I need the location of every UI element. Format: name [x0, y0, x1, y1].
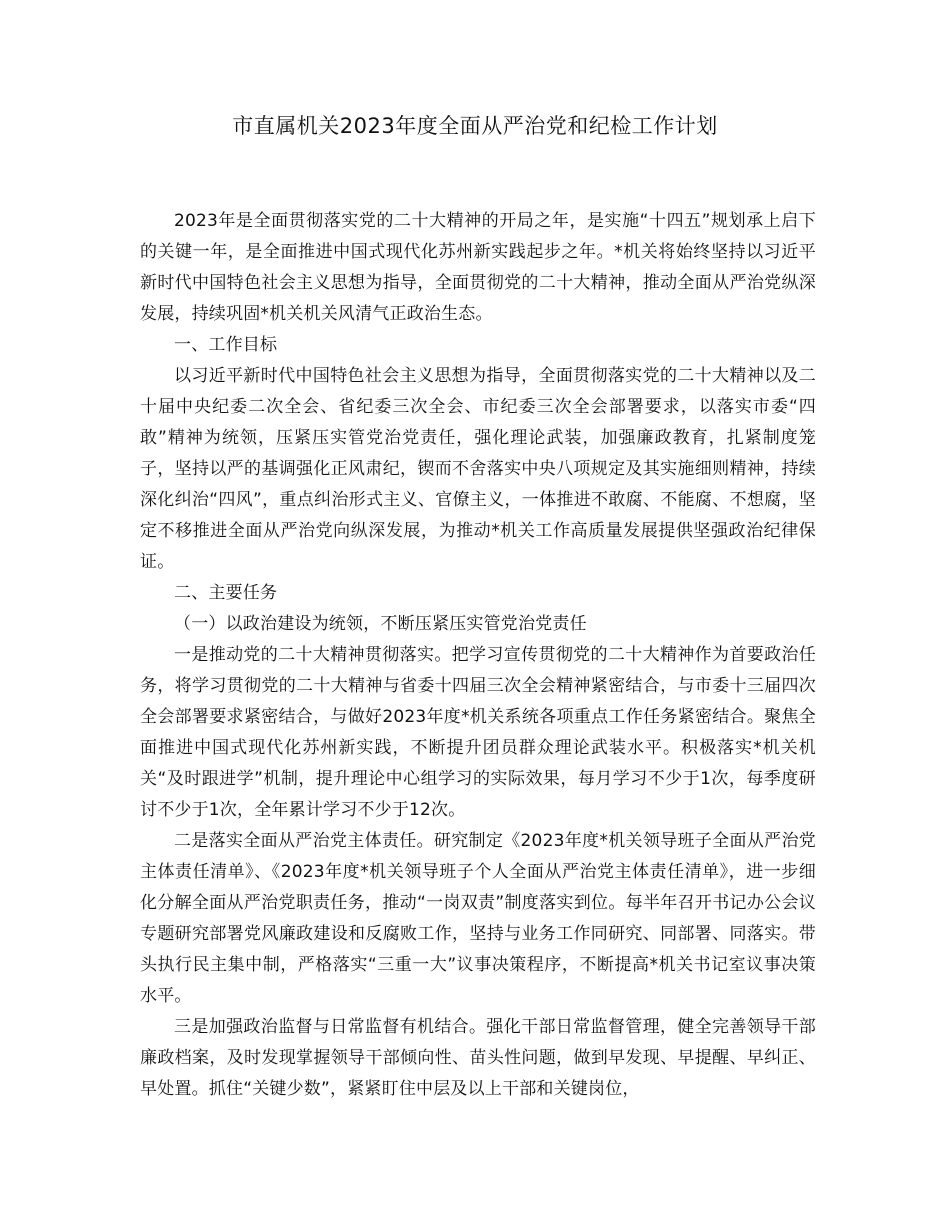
heading-work-goals: 一、工作目标 — [174, 335, 278, 355]
subheading-political-construction: （一）以政治建设为统领，不断压紧压实管党治党责任 — [174, 614, 587, 634]
paragraph-task-two: 二是落实全面从严治党主体责任。研究制定《2023年度*机关领导班子全面从严治党主体责任清单》、《2023年度*机关领导班子个人全面从严治党主体责任清单》，进一步细化分解全面从严治党职责任务，推动“一岗双责”制度落实到位。每半年召开书记办公会议专题研究部署党风廉政建设和反腐败工作，坚持与业务工作同研究、同部署、同落实。带头执行民主集中制，严格落实“三重一大”议事决策程序，不断提高*机关书记室议事决策水平。 — [140, 831, 816, 1006]
document-body — [140, 206, 816, 1105]
paragraph-task-one: 一是推动党的二十大精神贯彻落实。把学习宣传贯彻党的二十大精神作为首要政治任务，将学习贯彻党的二十大精神与省委十四届三次全会精神紧密结合，与市委十三届四次全会部署要求紧密结合，与做好2023年度*机关系统各项重点工作任务紧密结合。聚焦全面推进中国式现代化苏州新实践，不断提升团员群众理论武装水平。积极落实*机关机关“及时跟进学”机制，提升理论中心组学习的实际效果，每月学习不少于1次，每季度研讨不少于1次，全年累计学习不少于12次。 — [140, 645, 816, 820]
paragraph-task-three: 三是加强政治监督与日常监督有机结合。强化干部日常监督管理，健全完善领导干部廉政档案，及时发现掌握领导干部倾向性、苗头性问题，做到早发现、早提醒、早纠正、早处置。抓住“关键少数”，紧紧盯住中层及以上干部和关键岗位， — [140, 1017, 816, 1099]
paragraph-work-goals: 以习近平新时代中国特色社会主义思想为指导，全面贯彻落实党的二十大精神以及二十届中央纪委二次全会、省纪委三次全会、市纪委三次全会部署要求，以落实市委“四敢”精神为统领，压紧压实管党治党责任，强化理论武装，加强廉政教育，扎紧制度笼子，坚持以严的基调强化正风肃纪，锲而不舍落实中央八项规定及其实施细则精神，持续深化纠治“四风”，重点纠治形式主义、官僚主义，一体推进不敢腐、不能腐、不想腐，坚定不移推进全面从严治党向纵深发展，为推动*机关工作高质量发展提供坚强政治纪律保证。 — [140, 366, 816, 572]
paragraph-intro: 2023年是全面贯彻落实党的二十大精神的开局之年，是实施“十四五”规划承上启下的关键一年，是全面推进中国式现代化苏州新实践起步之年。*机关将始终坚持以习近平新时代中国特色社会主义思想为指导，全面贯彻党的二十大精神，推动全面从严治党纵深发展，持续巩固*机关机关风清气正政治生态。 — [140, 211, 816, 324]
heading-main-tasks: 二、主要任务 — [174, 583, 278, 603]
document-title: 市直属机关2023年度全面从严治党和纪检工作计划 — [232, 114, 718, 138]
